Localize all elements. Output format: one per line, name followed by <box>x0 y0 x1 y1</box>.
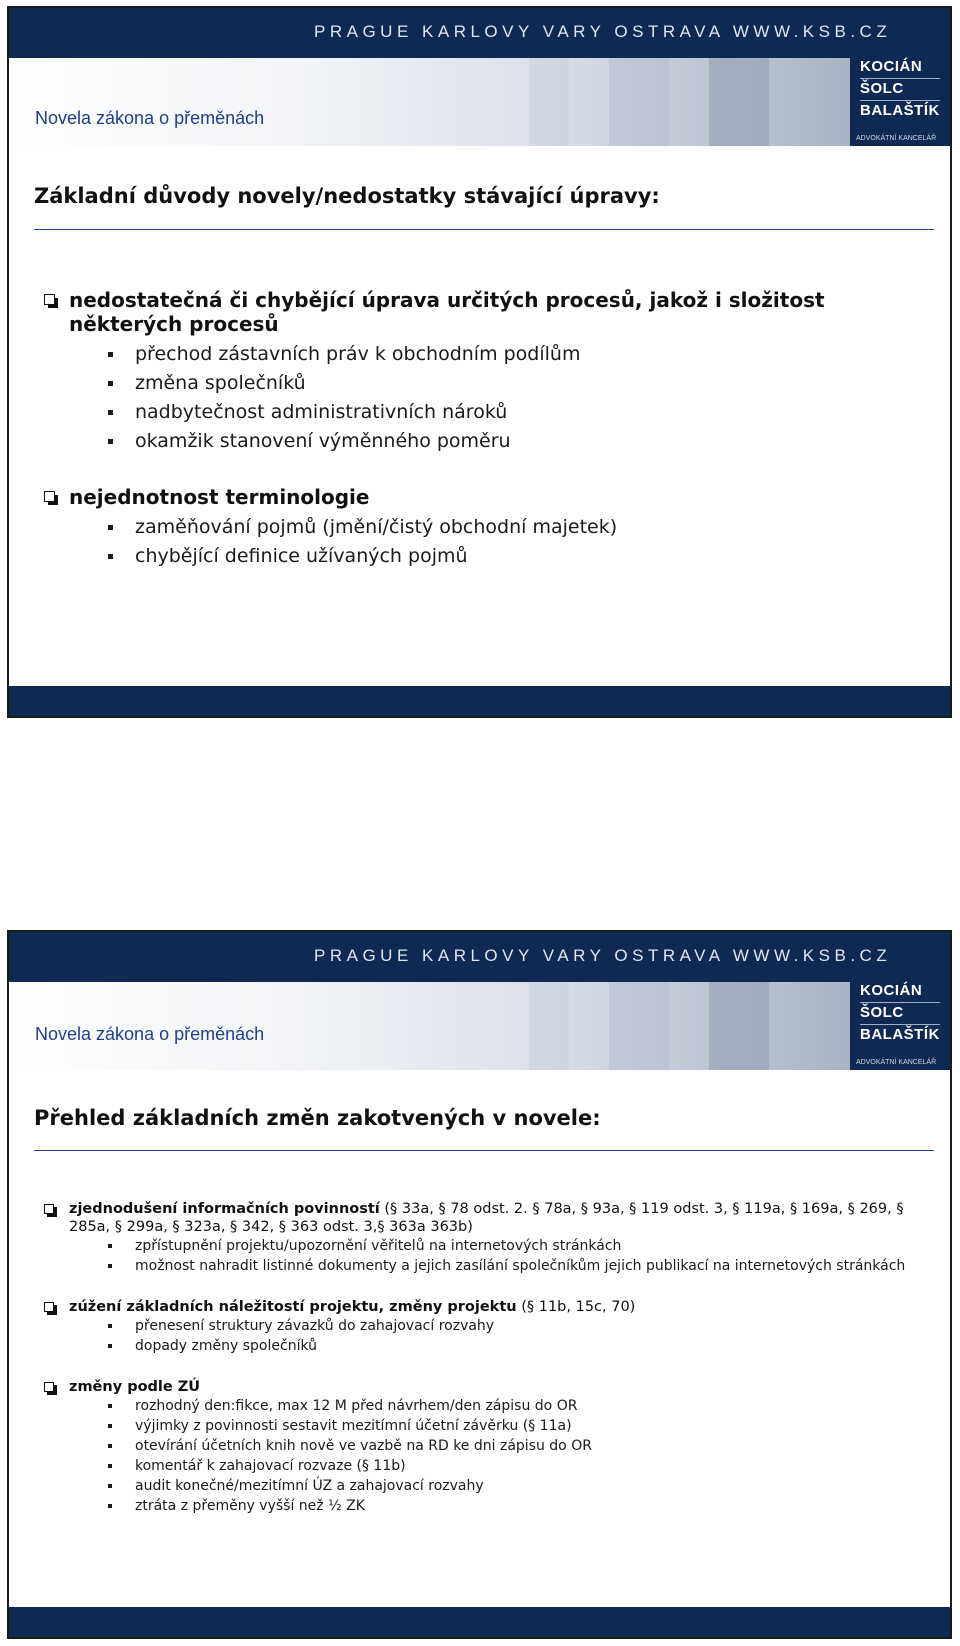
group-title: nejednotnost terminologie <box>69 485 370 509</box>
group-heading <box>42 1378 930 1396</box>
group-title: zjednodušení informačních povinností <box>69 1201 380 1217</box>
heading-rule <box>34 1150 934 1151</box>
slide-content <box>42 1200 930 1516</box>
group-heading <box>42 1200 930 1236</box>
group-heading <box>42 485 930 509</box>
logo-subtitle: ADVOKÁTNÍ KANCELÁŘ <box>856 1059 937 1066</box>
logo-line-3: BALAŠTÍK <box>860 1026 940 1043</box>
list-item: možnost nahradit listinné dokumenty a jejich zasílání společníkům jejich publikací na internetových stránkách <box>42 1256 930 1276</box>
list-item: komentář k zahajovací rozvaze (§ 11b) <box>42 1456 930 1476</box>
firm-logo <box>850 976 950 1070</box>
cities-text: PRAGUE KARLOVY VARY OSTRAVA WWW.KSB.CZ <box>314 22 892 41</box>
slide-1 <box>7 6 952 718</box>
bullet-group <box>42 288 930 456</box>
footer-bar <box>9 686 950 716</box>
slide-heading: Základní důvody novely/nedostatky stávající úpravy: <box>34 184 660 208</box>
slide-content <box>42 288 930 571</box>
logo-line-2: ŠOLC <box>860 1004 904 1021</box>
top-bar <box>9 8 950 58</box>
slide-2 <box>7 930 952 1639</box>
list-item: zaměňování pojmů (jmění/čistý obchodní majetek) <box>42 513 930 542</box>
bullet-group <box>42 1200 930 1276</box>
list-item: dopady změny společníků <box>42 1336 930 1356</box>
list-item: audit konečné/mezitímní ÚZ a zahajovací rozvahy <box>42 1476 930 1496</box>
checkbox-bullet-icon <box>44 294 55 305</box>
group-title: zúžení základních náležitostí projektu, změny projektu <box>69 1299 517 1315</box>
heading-rule <box>34 229 934 230</box>
top-bar <box>9 932 950 982</box>
bullet-group <box>42 1298 930 1356</box>
logo-line-1: KOCIÁN <box>860 58 923 75</box>
list-item: ztráta z přeměny vyšší než ½ ZK <box>42 1496 930 1516</box>
logo-line-2: ŠOLC <box>860 80 904 97</box>
bullet-group <box>42 1378 930 1516</box>
group-heading <box>42 288 930 336</box>
group-title: změny podle ZÚ <box>69 1379 201 1395</box>
checkbox-bullet-icon <box>44 1204 54 1214</box>
bullet-group <box>42 485 930 571</box>
checkbox-bullet-icon <box>44 1382 54 1392</box>
checkbox-bullet-icon <box>44 491 55 502</box>
list-item: výjimky z povinnosti sestavit mezitímní účetní závěrku (§ 11a) <box>42 1416 930 1436</box>
list-item: okamžik stanovení výměnného poměru <box>42 427 930 456</box>
list-item: přenesení struktury závazků do zahajovací rozvahy <box>42 1316 930 1336</box>
group-title: nedostatečná či chybějící úprava určitých procesů, jakož i složitost některých procesů <box>69 288 825 336</box>
list-item: rozhodný den:fikce, max 12 M před návrhem/den zápisu do OR <box>42 1396 930 1416</box>
list-item: chybějící definice užívaných pojmů <box>42 542 930 571</box>
section-title: Novela zákona o přeměnách <box>35 1024 265 1044</box>
group-title-references: (§ 11b, 15c, 70) <box>516 1299 636 1315</box>
firm-logo <box>850 52 950 146</box>
list-item: nadbytečnost administrativních nároků <box>42 398 930 427</box>
slide-heading: Přehled základních změn zakotvených v novele: <box>34 1106 601 1130</box>
list-item: otevírání účetních knih nově ve vazbě na RD ke dni zápisu do OR <box>42 1436 930 1456</box>
list-item: přechod zástavních práv k obchodním podílům <box>42 340 930 369</box>
logo-line-3: BALAŠTÍK <box>860 102 940 119</box>
logo-line-1: KOCIÁN <box>860 982 923 999</box>
list-item: zpřístupnění projektu/upozornění věřitelů na internetových stránkách <box>42 1236 930 1256</box>
list-item: změna společníků <box>42 369 930 398</box>
logo-subtitle: ADVOKÁTNÍ KANCELÁŘ <box>856 135 937 142</box>
footer-bar <box>9 1607 950 1637</box>
checkbox-bullet-icon <box>44 1302 54 1312</box>
group-title-references: (§ 33a, § 78 odst. 2. § 78a, § 93a, § 119 odst. 3, § 119a, § 169a, § 269, § 285a, § 299a, § 323a, § 342, § 363 odst. 3,§ 363a 363b) <box>69 1201 904 1235</box>
cities-text: PRAGUE KARLOVY VARY OSTRAVA WWW.KSB.CZ <box>314 946 892 965</box>
group-heading <box>42 1298 930 1316</box>
section-title: Novela zákona o přeměnách <box>35 108 265 128</box>
